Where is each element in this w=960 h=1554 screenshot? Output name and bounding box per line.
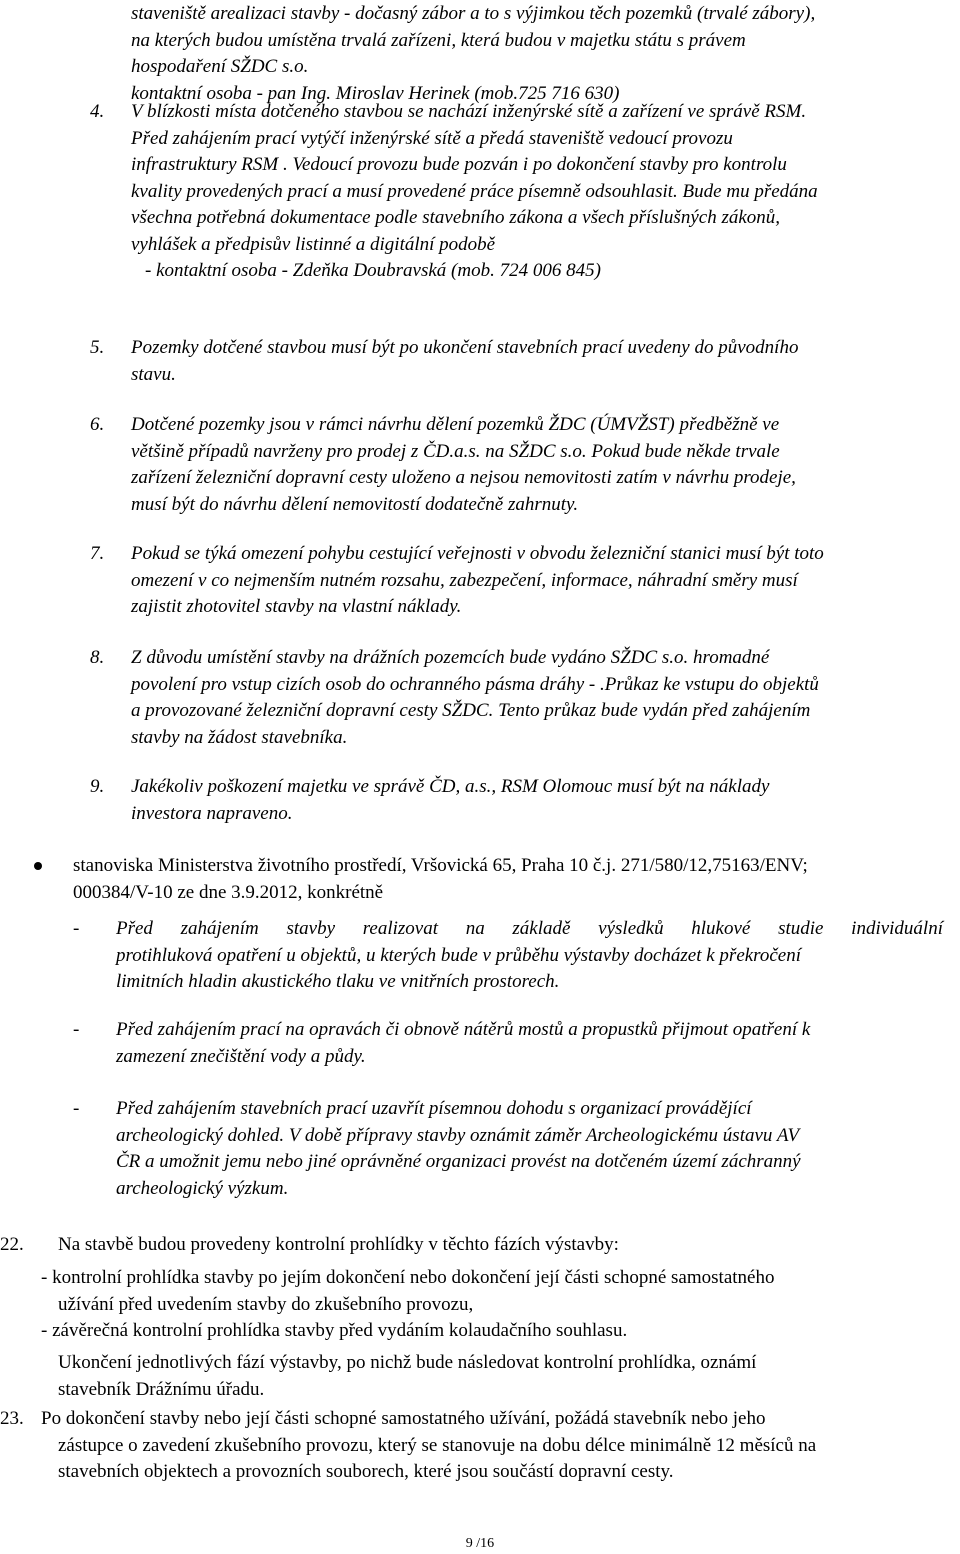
item-line: Pozemky dotčené stavbou musí být po ukončení stavebních prací uvedeny do původního — [131, 337, 799, 358]
section-line: - kontrolní prohlídka stavby po jejím dokončení nebo dokončení její části schopné samostatného — [41, 1267, 775, 1288]
dash-line: Před zahájením stavebních prací uzavřít písemnou dohodu s organizací provádějící — [116, 1098, 752, 1119]
item-line: V blízkosti místa dotčeného stavbou se nachází inženýrské sítě a zařízení ve správě RSM. — [131, 101, 807, 122]
dash-line: limitních hladin akustického tlaku ve vnitřních prostorech. — [116, 971, 560, 992]
section-23-text — [41, 1406, 958, 1486]
dash-mark: - — [73, 1098, 80, 1119]
item-line: Před zahájením prací vytýčí inženýrské sítě a předá staveniště vedoucí provozu — [131, 127, 733, 149]
bullet-paragraph — [73, 853, 953, 906]
item-8-text — [131, 645, 943, 751]
item-line: Z důvodu umístění stavby na drážních pozemcích bude vydáno SŽDC s.o. hromadné — [131, 647, 770, 668]
section-number: 23. — [0, 1408, 24, 1429]
item-5-text — [131, 335, 943, 388]
section-line: Ukončení jednotlivých fází výstavby, po nichž bude následovat kontrolní prohlídka, oznámí — [58, 1352, 757, 1373]
bullet-icon — [34, 862, 42, 870]
intro-paragraph — [131, 1, 943, 107]
item-line: kvality provedených prací a musí provedené práce písemně odsouhlasit. Bude mu předána — [131, 180, 818, 202]
dash-line: Před zahájením prací na opravách či obnově nátěrů mostů a propustků přijmout opatření k — [116, 1019, 811, 1040]
section-line: užívání před uvedením stavby do zkušebního provozu, — [58, 1293, 474, 1315]
item-line: infrastruktury RSM . Vedoucí provozu bude pozván i po dokončení stavby pro kontrolu — [131, 154, 787, 175]
dash-item-water — [116, 1017, 943, 1070]
section-line: stavebních objektech a provozních souborech, které jsou součástí dopravní cesty. — [58, 1461, 674, 1482]
dash-mark: - — [73, 918, 80, 939]
intro-contact-line: kontaktní osoba - pan Ing. Miroslav Herinek (mob.725 716 630) — [131, 82, 620, 104]
item-line: investora napraveno. — [131, 802, 293, 824]
item-line: vyhlášek a předpisův listinné a digitální podobě — [131, 233, 496, 255]
item-number: 7. — [90, 543, 105, 564]
item-line: povolení pro vstup cizích osob do ochranného pásma dráhy - .Průkaz ke vstupu do objektů — [131, 673, 819, 695]
section-22-dash-1 — [41, 1265, 957, 1318]
dash-item-noise — [116, 916, 943, 996]
page-number: 9 /16 — [465, 1536, 495, 1551]
item-line: zajistit zhotovitel stavby na vlastní náklady. — [131, 596, 462, 617]
section-number: 22. — [0, 1234, 24, 1255]
item-line: omezení v co nejmenším nutném rozsahu, zabezpečení, informace, náhradní směry musí — [131, 569, 798, 591]
item-line: musí být do návrhu dělení nemovitostí dodatečně zahrnuty. — [131, 493, 579, 515]
item-line: Jakékoliv poškození majetku ve správě ČD, a.s., RSM Olomouc musí být na náklady — [131, 776, 770, 797]
item-number: 4. — [90, 101, 105, 122]
item-6-text — [131, 412, 943, 518]
item-4-text — [131, 99, 943, 285]
intro-line: staveniště arealizaci stavby - dočasný zábor a to s výjimkou těch pozemků (trvalé zábory), — [131, 3, 816, 24]
section-line: stavebník Drážnímu úřadu. — [58, 1378, 265, 1400]
item-line: všechna potřebná dokumentace podle stavebního zákona a všech příslušných zákonů, — [131, 207, 781, 228]
dash-mark: - — [73, 1019, 80, 1040]
section-22-closing — [58, 1350, 956, 1403]
item-line: Dotčené pozemky jsou v rámci návrhu dělení pozemků ŽDC (ÚMVŽST) předběžně ve — [131, 414, 780, 435]
section-line: Po dokončení stavby nebo její části schopné samostatného užívání, požádá stavebník nebo jeho — [41, 1408, 766, 1429]
dash-item-archeology — [116, 1096, 943, 1202]
section-22-lead: Na stavbě budou provedeny kontrolní prohlídky v těchto fázích výstavby: — [58, 1234, 619, 1255]
item-9-text — [131, 774, 943, 827]
section-22-dash-2: - závěrečná kontrolní prohlídka stavby před vydáním kolaudačního souhlasu. — [41, 1320, 628, 1341]
dash-line: archeologický výzkum. — [116, 1177, 289, 1199]
intro-line: na kterých budou umístěna trvalá zařízeni, která budou v majetku státu s právem — [131, 29, 746, 51]
item-7-text — [131, 541, 943, 621]
bullet-line: stanoviska Ministerstva životního prostředí, Vršovická 65, Praha 10 č.j. 271/580/12,75163/ENV; — [73, 855, 808, 876]
item-number: 5. — [90, 337, 105, 358]
item-number: 6. — [90, 414, 105, 435]
dash-line: zamezení znečištění vody a půdy. — [116, 1045, 366, 1067]
dash-line: protihluková opatření u objektů, u kterých bude v průběhu výstavby docházet k překročení — [116, 944, 802, 966]
dash-line: Před zahájením stavby realizovat na základě výsledků hlukové studie individuální — [116, 918, 943, 939]
item-line: většině případů navrženy pro prodej z ČD.a.s. na SŽDC s.o. Pokud bude někde trvale — [131, 440, 780, 462]
intro-line: hospodaření SŽDC s.o. — [131, 56, 309, 77]
item-line: a provozované železniční dopravní cesty SŽDC. Tento průkaz bude vydán před zahájením — [131, 700, 811, 721]
bullet-line: 000384/V-10 ze dne 3.9.2012, konkrétně — [73, 881, 384, 903]
item-line: Pokud se týká omezení pohybu cestující veřejnosti v obvodu železniční stanici musí být toto — [131, 543, 824, 564]
item-line: stavu. — [131, 363, 176, 385]
item-contact-line: - kontaktní osoba - Zdeňka Doubravská (mob. 724 006 845) — [145, 260, 601, 281]
item-number: 9. — [90, 776, 105, 797]
item-line: stavby na žádost stavebníka. — [131, 726, 348, 748]
item-number: 8. — [90, 647, 105, 668]
dash-line: archeologický dohled. V době přípravy stavby oznámit záměr Archeologickému ústavu AV — [116, 1124, 800, 1146]
item-line: zařízení železniční dopravní cesty uloženo a nejsou nemovitosti zatím v návrhu prodeje, — [131, 467, 796, 488]
section-line: zástupce o zavedení zkušebního provozu, který se stanovuje na dobu délce minimálně 12 měsíců na — [58, 1434, 817, 1456]
dash-line: ČR a umožnit jemu nebo jiné oprávněné organizaci provést na dotčeném území záchranný — [116, 1151, 801, 1172]
